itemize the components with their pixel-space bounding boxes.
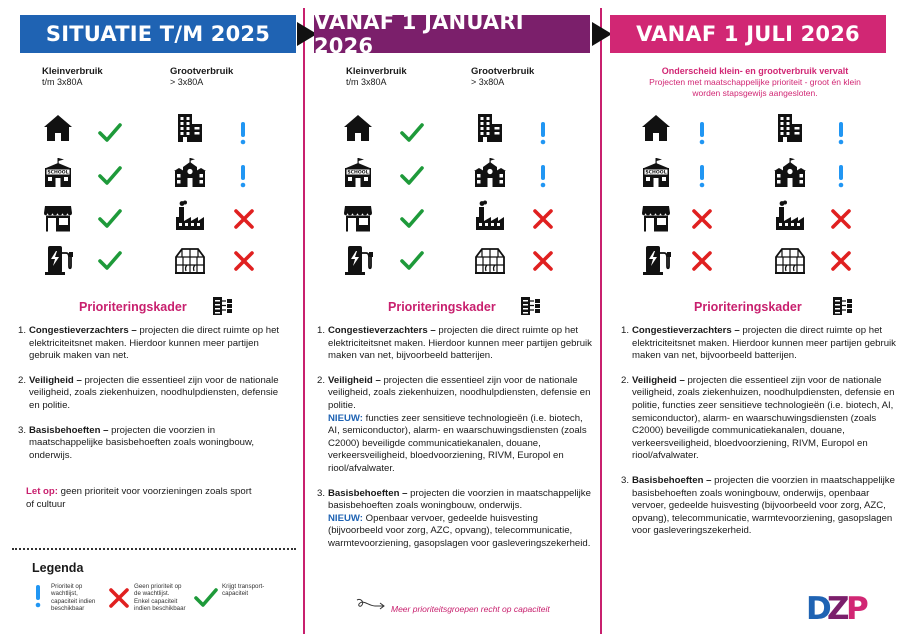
school-icon: [342, 157, 374, 189]
list-item: 3. Basisbehoeften – projecten die voorzien in maatschappelijke basisbehoeften zoals woningbouw, onderwijs, openbaar vervoer, gedeelde huisvesting (bijvoorbeeld voor zorg, AZC, opvang), telecommunicatie, warmtevoorziening, gasopslagen voor gasleveringszekerheid.: [621, 474, 895, 537]
house-icon: [42, 112, 74, 144]
exclamation-icon: [828, 163, 854, 189]
cross-icon: [689, 206, 715, 232]
list-item: 2. Veiligheid – projecten die essentieel zijn voor de nationale veiligheid, zoals ziekenhuizen, noodhulpdiensten, defensie en politie. NIEUW: functies zeer sensitieve technologieën (i.e. biotech, AI, semiconductor), alarm- en waarschuwingsdiensten (zoals C2000) beveiligde communicatiekanalen, douane, verkeersveiligheid, bloedvoorziening, RIVM, Europol en riool/afvalwater.: [317, 374, 591, 474]
school-icon: [640, 157, 672, 189]
legend-check-text: Krijgt transport- capaciteit: [222, 583, 265, 598]
kleinverbruik-title: Kleinverbruik: [42, 66, 103, 77]
legend-exclaim-text: Prioriteit op wachtlijst, capaciteit indien beschikbaar: [51, 583, 96, 613]
banner-jul-2026: VANAF 1 JULI 2026: [610, 15, 886, 53]
list-diagram-icon: [832, 296, 854, 316]
legend-divider: [12, 548, 296, 550]
banner-2025: SITUATIE T/M 2025: [20, 15, 296, 53]
shop-icon: [42, 202, 74, 234]
kleinverbruik-title: Kleinverbruik: [346, 66, 407, 77]
factory-icon: [774, 200, 806, 232]
list-item: 1. Congestieverzachters – projecten die direct ruimte op het elektriciteitsnet maken. Hierdoor kunnen meer partijen gebruik maken van net.: [18, 325, 280, 362]
exclamation-icon: [230, 163, 256, 189]
cross-icon: [828, 248, 854, 274]
check-icon: [399, 163, 425, 189]
cross-icon: [231, 248, 257, 274]
priority-list: [18, 325, 290, 474]
greenhouse-icon: [174, 244, 206, 276]
list-item: 2. Veiligheid – projecten die essentieel zijn voor de nationale veiligheid, zoals ziekenhuizen, noodhulpdiensten, defensie en politie, functies zeer sensitieve technologieën (i.e. biotech, AI, semiconductor), alarm- en waarschuwingsdiensten (zoals C2000) beveiligde communicatiekanalen, douane, verkeersveiligheid, bloedvoorziening, RIVM, Europol en riool/afvalwater.: [621, 374, 895, 462]
house-icon: [342, 112, 374, 144]
exclamation-icon: [530, 163, 556, 189]
kleinverbruik-header: [42, 66, 103, 88]
legend-cross-text: Geen prioriteit op de wachtlijst. Enkel capaciteit indien beschikbaar: [134, 583, 186, 613]
exclamation-icon: [530, 120, 556, 146]
logo-letter-d: D: [806, 591, 832, 627]
dzp-logo: [806, 590, 869, 627]
office-building-icon: [174, 112, 206, 144]
column-2025: [0, 0, 304, 642]
ev-charger-icon: [342, 244, 374, 276]
cross-icon: [106, 585, 132, 611]
ev-charger-icon: [42, 244, 74, 276]
grootverbruik-header: [170, 66, 233, 88]
exclamation-icon: [689, 163, 715, 189]
let-op-note: Let op: geen prioriteit voor voorzieningen zoals sport of cultuur: [26, 486, 252, 510]
prioriteringskader-title: Prioriteringskader: [79, 300, 187, 314]
kleinverbruik-sub: t/m 3x80A: [346, 77, 387, 87]
exclamation-icon: [689, 120, 715, 146]
check-icon: [97, 206, 123, 232]
legend-title: Legenda: [32, 561, 84, 575]
priority-list: [317, 325, 592, 563]
cross-icon: [530, 248, 556, 274]
shop-icon: [640, 202, 672, 234]
column-jan-2026: [304, 0, 602, 642]
logo-letter-z: Z: [827, 591, 850, 627]
ev-charger-icon: [640, 244, 672, 276]
check-icon: [399, 206, 425, 232]
banner-jan-2026: VANAF 1 JANUARI 2026: [314, 15, 590, 53]
large-school-icon: [774, 157, 806, 189]
grootverbruik-header: [471, 66, 534, 88]
logo-letter-p: P: [846, 591, 869, 627]
list-item: 1. Congestieverzachters – projecten die direct ruimte op het elektriciteitsnet maken. Hierdoor kunnen meer partijen gebruik maken van net, bijvoorbeeld batterijen.: [317, 325, 592, 362]
footnote: Meer prioriteitsgroepen recht op capaciteit: [391, 604, 550, 614]
grootverbruik-sub: > 3x80A: [170, 77, 204, 87]
list-item: 2. Veiligheid – projecten die essentieel zijn voor de nationale veiligheid, zoals ziekenhuizen, noodhulpdiensten, defensie en politie.: [18, 374, 279, 411]
grootverbruik-title: Grootverbruik: [170, 66, 234, 77]
grootverbruik-sub: > 3x80A: [471, 77, 505, 87]
office-building-icon: [474, 112, 506, 144]
shop-icon: [342, 202, 374, 234]
check-icon: [193, 585, 219, 611]
check-icon: [97, 120, 123, 146]
prioriteringskader-title: Prioriteringskader: [388, 300, 496, 314]
cross-icon: [530, 206, 556, 232]
prioriteringskader-title: Prioriteringskader: [694, 300, 802, 314]
kleinverbruik-sub: t/m 3x80A: [42, 77, 83, 87]
list-item: 3. Basisbehoeften – projecten die voorzien in maatschappelijke basisbehoeften zoals woningbouw, onderwijs. NIEUW: Openbaar vervoer, gedeelde huisvesting (bijvoorbeeld voor zorg, AZC, opvang), telecommunicatie, warmtevoorziening, gasopslagen voor gasleveringszekerheid.: [317, 487, 591, 549]
cross-icon: [828, 206, 854, 232]
list-diagram-icon: [520, 296, 542, 316]
exclamation-icon: [25, 583, 51, 609]
office-building-icon: [774, 112, 806, 144]
factory-icon: [174, 200, 206, 232]
notice-title: Onderscheid klein- en grootverbruik vervalt: [661, 66, 849, 76]
column-jul-2026: [602, 0, 908, 642]
large-school-icon: [174, 157, 206, 189]
curly-arrow-icon: [355, 596, 387, 614]
check-icon: [399, 120, 425, 146]
kleinverbruik-header: [346, 66, 407, 88]
check-icon: [97, 248, 123, 274]
greenhouse-icon: [774, 244, 806, 276]
house-icon: [640, 112, 672, 144]
list-diagram-icon: [212, 296, 234, 316]
list-item: 3. Basisbehoeften – projecten die voorzien in maatschappelijke basisbehoeften zoals woningbouw, onderwijs.: [18, 424, 255, 461]
cross-icon: [689, 248, 715, 274]
exclamation-icon: [828, 120, 854, 146]
school-icon: [42, 157, 74, 189]
greenhouse-icon: [474, 244, 506, 276]
factory-icon: [474, 200, 506, 232]
notice: Onderscheid klein- en grootverbruik vervalt Projecten met maatschappelijke prioriteit - groot én klein worden stapsgewijs aangesloten.: [602, 66, 908, 99]
large-school-icon: [474, 157, 506, 189]
grootverbruik-title: Grootverbruik: [471, 66, 535, 77]
check-icon: [399, 248, 425, 274]
list-item: 1. Congestieverzachters – projecten die direct ruimte op het elektriciteitsnet maken. Hierdoor kunnen meer partijen gebruik maken van net, bijvoorbeeld batterijen.: [621, 325, 896, 362]
priority-list: [621, 325, 899, 550]
check-icon: [97, 163, 123, 189]
cross-icon: [231, 206, 257, 232]
exclamation-icon: [230, 120, 256, 146]
